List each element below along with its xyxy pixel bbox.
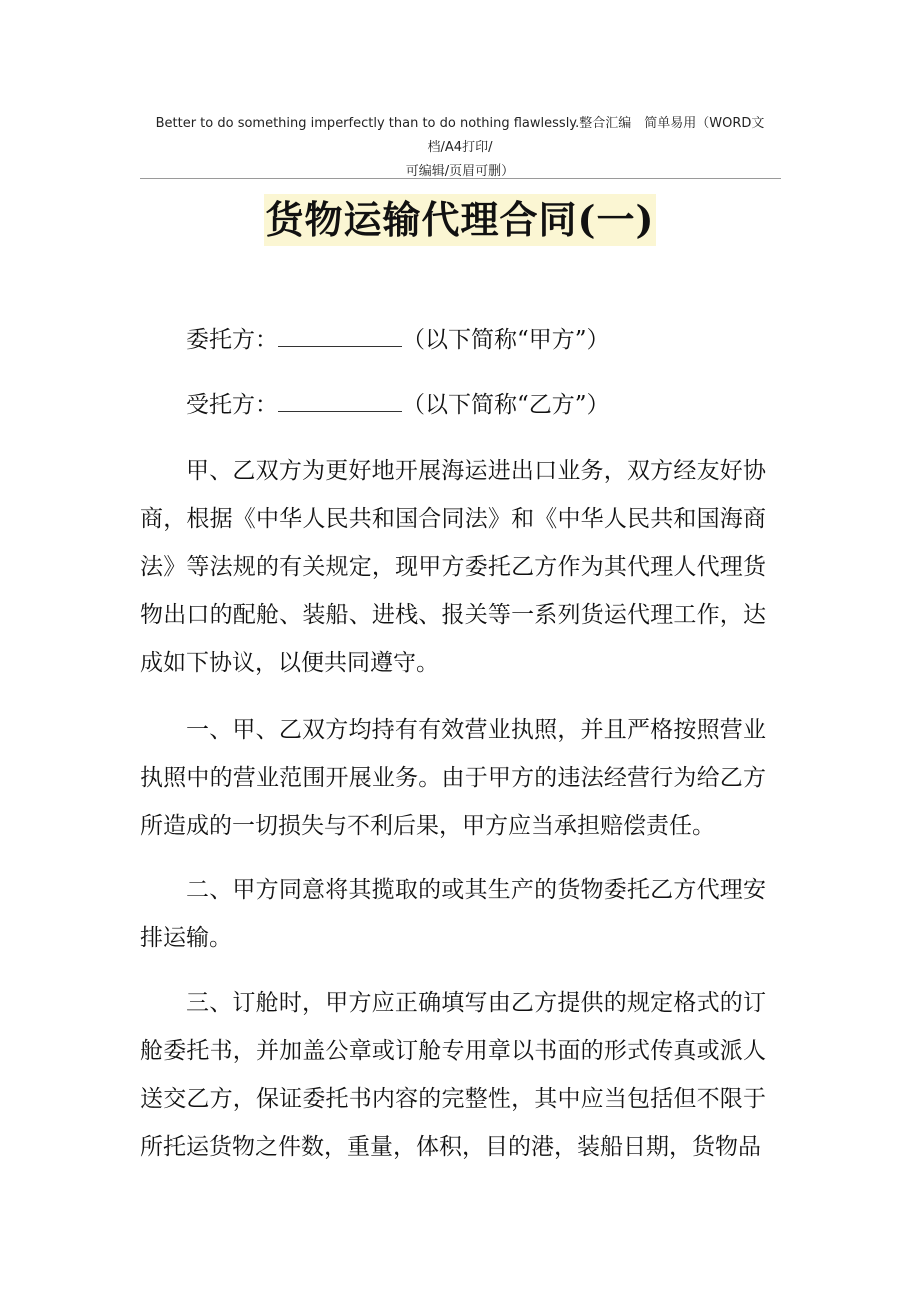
header-divider <box>140 178 781 179</box>
intro-paragraph: 甲、乙双方为更好地开展海运进出口业务，双方经友好协商，根据《中华人民共和国合同法》和《中华人民共和国海商法》等法规的有关规定，现甲方委托乙方作为其代理人代理货物出口的配舱、装船、进栈、报关等一系列货运代理工作，达成如下协议，以便共同遵守。 <box>140 458 766 676</box>
agent-suffix: （以下简称“乙方”） <box>402 392 610 418</box>
client-party-line <box>140 316 766 364</box>
document-title: 货物运输代理合同(一) <box>264 194 657 246</box>
header-line-2: 可编辑/页眉可删） <box>405 164 515 179</box>
client-label: 委托方： <box>186 327 278 353</box>
client-suffix: （以下简称“甲方”） <box>402 327 610 353</box>
clause-3-paragraph: 三、订舱时，甲方应正确填写由乙方提供的规定格式的订舱委托书，并加盖公章或订舱专用章以书面的形式传真或派人送交乙方，保证委托书内容的完整性，其中应当包括但不限于所托运货物之件数，重量，体积，目的港，装船日期，货物品 <box>140 990 766 1160</box>
client-name-blank <box>278 318 402 347</box>
clause-1-paragraph: 一、甲、乙双方均持有有效营业执照，并且严格按照营业执照中的营业范围开展业务。由于甲方的违法经营行为给乙方所造成的一切损失与不利后果，甲方应当承担赔偿责任。 <box>140 717 766 839</box>
title-container <box>0 194 920 246</box>
agent-label: 受托方： <box>186 392 278 418</box>
header-line-1: Better to do something imperfectly than to do nothing flawlessly.整合汇编 简单易用（WORD文档/A4打印/ <box>155 116 765 155</box>
agent-party-line <box>140 381 766 429</box>
agent-name-blank <box>278 383 402 412</box>
page-header <box>140 112 780 184</box>
clause-2-paragraph: 二、甲方同意将其揽取的或其生产的货物委托乙方代理安排运输。 <box>140 877 766 951</box>
